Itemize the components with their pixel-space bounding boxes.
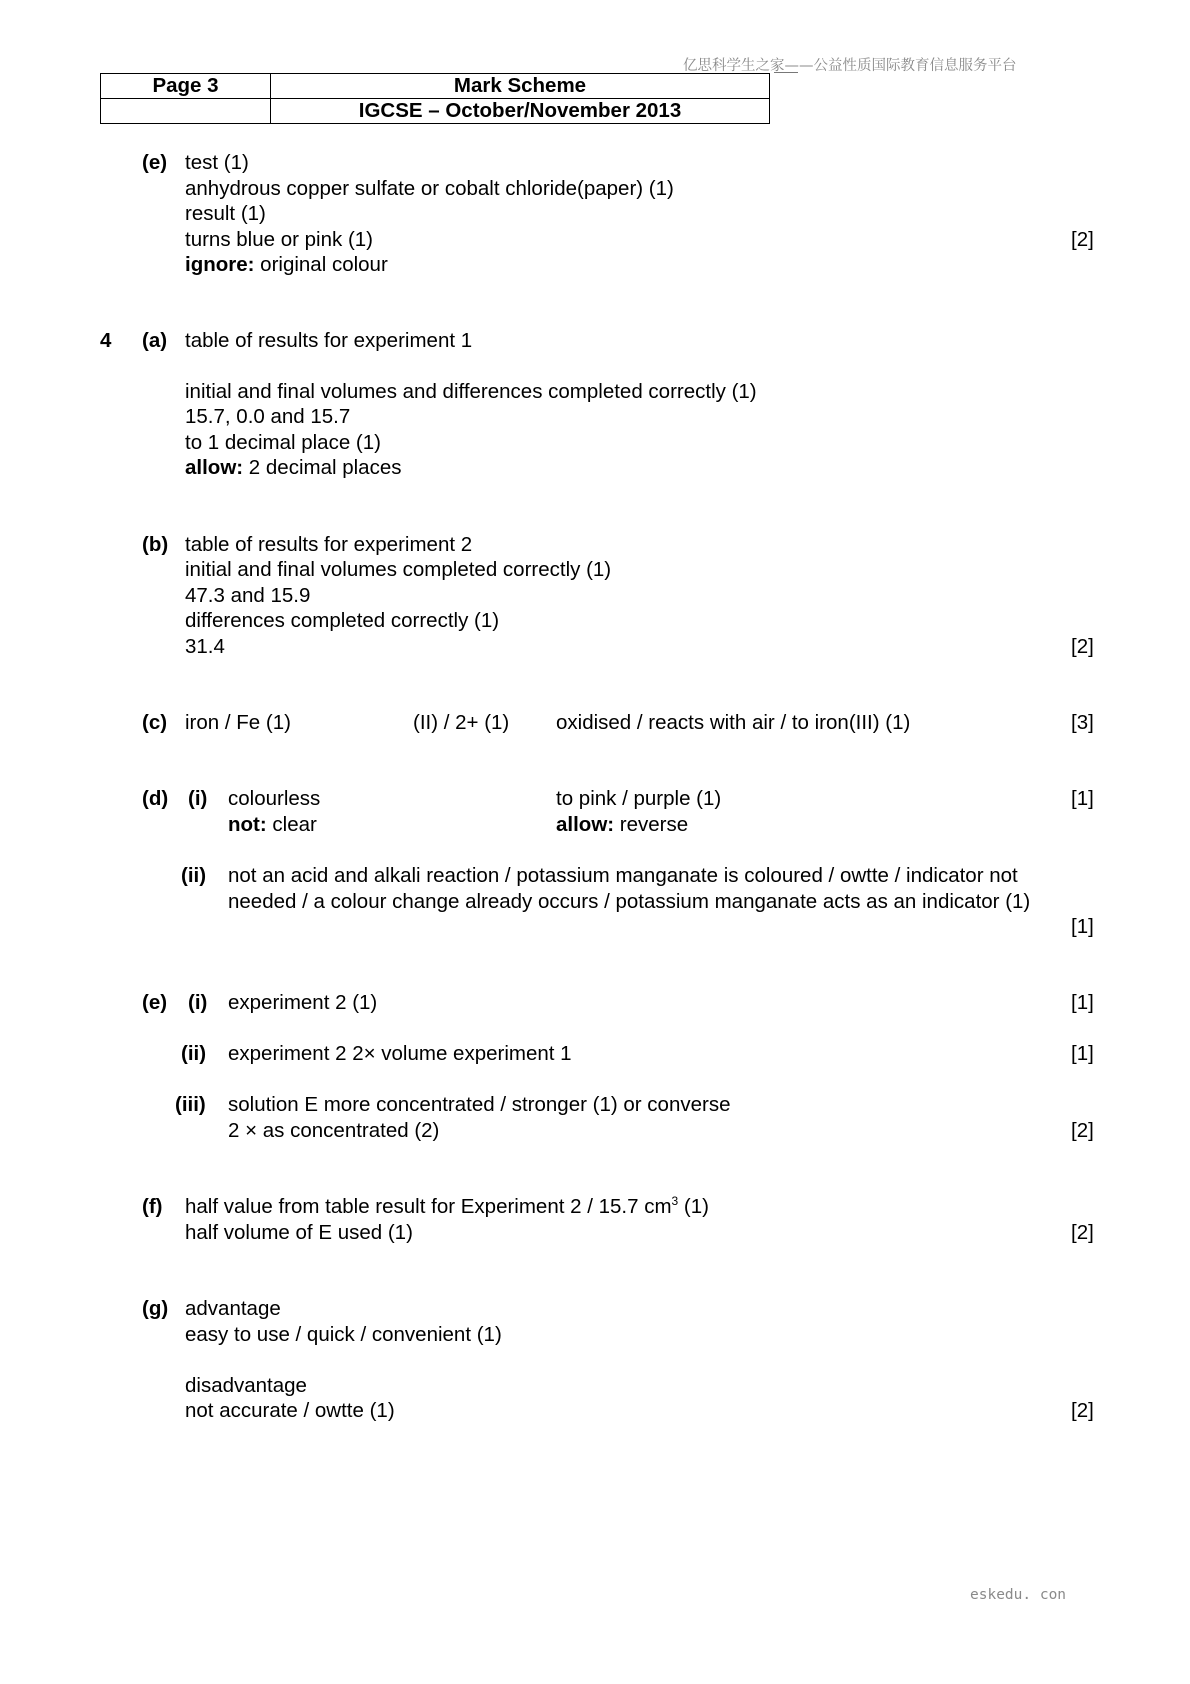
q4b-line-2: initial and final volumes completed correctly (1)	[185, 558, 612, 581]
q4d-i-mark: [1]	[1071, 787, 1094, 810]
q4e-iii-line-1: solution E more concentrated / stronger (1) or converse	[228, 1093, 731, 1116]
header-subtitle: IGCSE – October/November 2013	[271, 99, 770, 124]
q3e-line-2: anhydrous copper sulfate or cobalt chloride(paper) (1)	[185, 177, 674, 200]
q4g-mark: [2]	[1071, 1399, 1094, 1422]
q4b-line-5: 31.4	[185, 635, 225, 658]
q4a-part-label: (a)	[142, 329, 168, 352]
q4d-i-not-text: clear	[266, 813, 317, 836]
q4a-line-3: 15.7, 0.0 and 15.7	[185, 405, 351, 428]
q4f-part-label: (f)	[142, 1195, 163, 1218]
header-title: Mark Scheme	[271, 74, 770, 99]
q4a-allow-label: allow:	[185, 456, 244, 479]
q4f-line-1	[185, 1194, 709, 1220]
q4g-line-3: disadvantage	[185, 1374, 307, 1397]
q4e-i-mark: [1]	[1071, 991, 1094, 1014]
q4c-col-1: iron / Fe (1)	[185, 711, 291, 734]
q4d-i-not-line	[228, 812, 317, 838]
q4b-line-4: differences completed correctly (1)	[185, 609, 500, 632]
q4d-part-label: (d)	[142, 787, 169, 810]
q4a-allow-text: 2 decimal places	[243, 456, 402, 479]
q4g-line-4: not accurate / owtte (1)	[185, 1399, 395, 1422]
q4e-ii-label: (ii)	[181, 1042, 207, 1065]
q3e-line-4: turns blue or pink (1)	[185, 228, 374, 251]
footer-text: eskedu. con	[970, 1587, 1067, 1603]
q4d-ii-line-2: needed / a colour change already occurs / potassium manganate acts as an indicator (1)	[228, 890, 1031, 913]
q4e-ii-mark: [1]	[1071, 1042, 1094, 1065]
q4d-ii-line-1: not an acid and alkali reaction / potassium manganate is coloured / owtte / indicator not	[228, 864, 1018, 887]
q4e-i-text: experiment 2 (1)	[228, 991, 378, 1014]
q3e-line-3: result (1)	[185, 202, 266, 225]
q4d-ii-label: (ii)	[181, 864, 207, 887]
q4c-col-3: oxidised / reacts with air / to iron(III) (1)	[556, 711, 911, 734]
q4d-i-allow-line	[556, 812, 688, 838]
q4f-line-2: half volume of E used (1)	[185, 1221, 413, 1244]
q4d-i-allow-label: allow:	[556, 813, 615, 836]
q4b-line-3: 47.3 and 15.9	[185, 584, 311, 607]
q3e-mark: [2]	[1071, 228, 1094, 251]
q4f-line-1-end: (1)	[678, 1195, 709, 1218]
q4e-ii-text: experiment 2 2× volume experiment 1	[228, 1042, 572, 1065]
q4e-iii-label: (iii)	[175, 1093, 206, 1116]
q4-number: 4	[100, 329, 112, 352]
q4a-line-1: table of results for experiment 1	[185, 329, 473, 352]
q4d-i-allow-text: reverse	[614, 813, 689, 836]
q4b-line-1: table of results for experiment 2	[185, 533, 473, 556]
header-page-label: Page 3	[101, 74, 271, 99]
q4d-ii-mark: [1]	[1071, 915, 1094, 938]
q3e-line-1: test (1)	[185, 151, 249, 174]
q3e-ignore-text: original colour	[254, 253, 388, 276]
watermark-underline	[774, 72, 798, 73]
q4a-allow-line	[185, 455, 401, 481]
q4e-iii-mark: [2]	[1071, 1119, 1094, 1142]
q3e-ignore-label: ignore:	[185, 253, 255, 276]
q3e-part-label: (e)	[142, 151, 168, 174]
q4e-iii-line-2: 2 × as concentrated (2)	[228, 1119, 440, 1142]
q4e-i-label: (i)	[188, 991, 208, 1014]
q4c-part-label: (c)	[142, 711, 168, 734]
q4g-line-1: advantage	[185, 1297, 281, 1320]
q4a-line-2: initial and final volumes and differences completed correctly (1)	[185, 380, 757, 403]
q4f-mark: [2]	[1071, 1221, 1094, 1244]
q4g-line-2: easy to use / quick / convenient (1)	[185, 1323, 502, 1346]
q4g-part-label: (g)	[142, 1297, 169, 1320]
header-table	[100, 73, 770, 124]
q4d-i-col-2: to pink / purple (1)	[556, 787, 722, 810]
q4e-part-label: (e)	[142, 991, 168, 1014]
q4b-mark: [2]	[1071, 635, 1094, 658]
q3e-ignore-line	[185, 252, 388, 278]
q4b-part-label: (b)	[142, 533, 169, 556]
header-empty-cell	[101, 99, 271, 124]
q4a-line-4: to 1 decimal place (1)	[185, 431, 381, 454]
q4d-i-col-1: colourless	[228, 787, 321, 810]
q4f-line-1-main: half value from table result for Experiment 2 / 15.7 cm	[185, 1195, 672, 1218]
q4d-i-label: (i)	[188, 787, 208, 810]
q4c-col-2: (II) / 2+ (1)	[413, 711, 510, 734]
q4f-cm-superscript: 3	[671, 1194, 679, 1209]
q4d-i-not-label: not:	[228, 813, 267, 836]
q4c-mark: [3]	[1071, 711, 1094, 734]
watermark-text: 亿思科学生之家——公益性质国际教育信息服务平台	[683, 58, 1017, 74]
